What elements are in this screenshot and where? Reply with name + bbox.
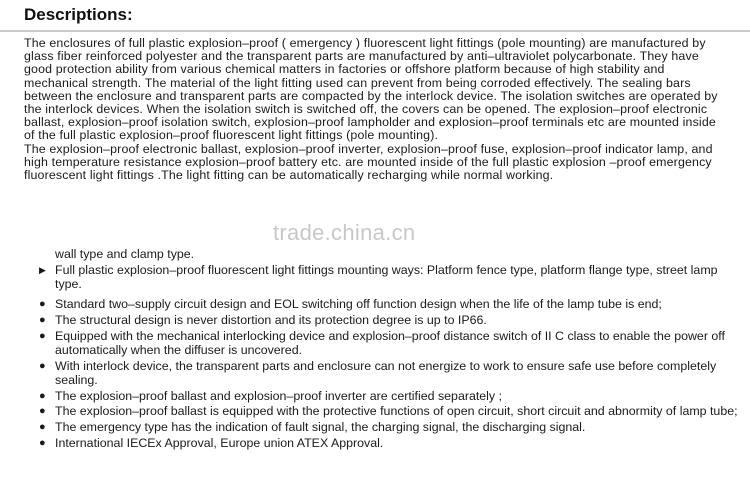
section-title: Descriptions: xyxy=(24,5,133,24)
list-item xyxy=(38,297,738,311)
dot-bullet-icon: ● xyxy=(39,329,46,342)
feature-text: The emergency type has the indication of fault signal, the charging signal, the discharging signal. xyxy=(55,420,586,435)
feature-text: The explosion–proof ballast is equipped with the protective functions of open circuit, short circuit and abnormity of lamp tube; xyxy=(55,404,738,419)
feature-text: Standard two–supply circuit design and EOL switching off function design when the life of the lamp tube is end; xyxy=(55,297,662,311)
description-paragraph-2: The explosion–proof electronic ballast, explosion–proof inverter, explosion–proof fuse, explosion–proof indicator lamp, and high temperature resistance explosion–proof battery etc. are mounted inside of the full plastic explosion –proof emergency fluorescent light fittings .The light fitting can be automatically recharging while normal working. xyxy=(24,141,713,183)
feature-text: With interlock device, the transparent parts and enclosure can not energize to work to ensure safe use before completely sealing. xyxy=(55,358,717,387)
section-header xyxy=(0,0,750,32)
watermark-text: trade.china.cn xyxy=(273,220,416,245)
list-item xyxy=(38,329,738,357)
description-block xyxy=(24,37,724,215)
dot-bullet-icon: ● xyxy=(39,298,46,310)
dot-bullet-icon: ● xyxy=(39,436,46,449)
list-item xyxy=(38,389,738,403)
dot-bullet-icon: ● xyxy=(39,421,46,434)
feature-list xyxy=(38,297,738,452)
feature-text: The structural design is never distortion and its protection degree is up to IP66. xyxy=(55,312,487,327)
dot-bullet-icon: ● xyxy=(39,389,46,402)
dot-bullet-icon: ● xyxy=(39,313,46,326)
list-item xyxy=(38,313,738,327)
feature-text: The explosion–proof ballast and explosion–proof inverter are certified separately ; xyxy=(55,388,503,403)
list-item xyxy=(38,359,738,387)
mounting-text: Full plastic explosion–proof fluorescent light fittings mounting ways: Platform fence type, platform flange type, street lamp type. xyxy=(55,263,718,292)
list-item xyxy=(38,436,738,450)
list-item xyxy=(38,420,738,434)
feature-text: International IECEx Approval, Europe union ATEX Approval. xyxy=(55,435,384,450)
mounting-item xyxy=(38,263,738,291)
dot-bullet-icon: ● xyxy=(39,405,46,418)
triangle-bullet-icon: ▶ xyxy=(39,265,46,275)
continuation-line: wall type and clamp type. xyxy=(55,247,195,261)
list-item xyxy=(38,404,738,418)
mounting-ways xyxy=(38,263,738,291)
feature-text: Equipped with the mechanical interlocking device and explosion–proof distance switch of II C class to enable the power off automatically when the diffuser is uncovered. xyxy=(55,328,725,357)
dot-bullet-icon: ● xyxy=(39,359,46,372)
description-paragraph-1: The enclosures of full plastic explosion–proof ( emergency ) fluorescent light fittings (pole mounting) are manufactured by glass fiber reinforced polyester and the transparent parts are manufactured by anti–ultraviolet polycarbonate. They have good protection ability from various chemical matters in factories or offshore platform because of high stability and mechanical strength. The material of the light fitting used can prevent from being corroded effectively. The sealing bars between the enclosure and transparent parts are compacted by the interlock device. The isolation switches are operated by the interlock devices. When the isolation switch is switched off, the covers can be opened. The explosion–proof electronic ballast, explosion–proof isolation switch, explosion–proof lampholder and explosion–proof terminals etc are mounted inside of the full plastic explosion–proof fluorescent light fittings (pole mounting). xyxy=(24,37,718,143)
